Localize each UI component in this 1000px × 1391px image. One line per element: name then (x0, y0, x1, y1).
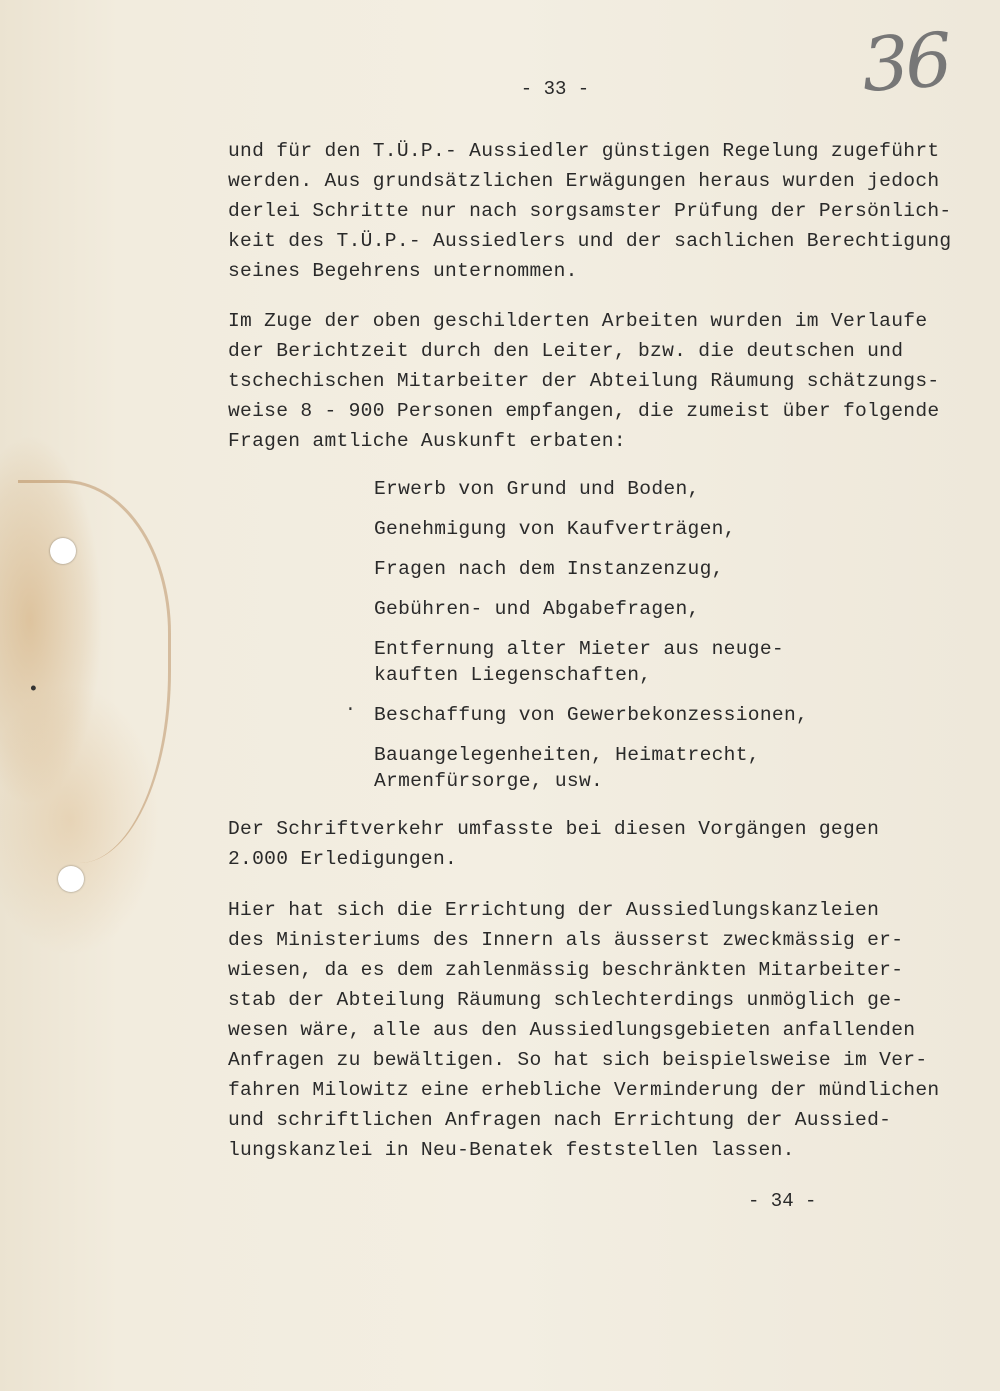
water-stain (18, 480, 171, 863)
ink-dot: · (345, 700, 356, 720)
list-item: Fragen nach dem Instanzenzug, (374, 558, 724, 580)
list-item: Gebühren- und Abgabefragen, (374, 598, 700, 620)
paragraph-4: Hier hat sich die Errichtung der Aussiedlungskanzleien des Ministeriums des Innern als äusserst zweckmässig er- wiesen, da es dem zahlenmässig beschränkten Mitarbeiter- stab der Abteilung Räumung schlechterdings unmöglich ge- wesen wäre, alle aus den Aussiedlungsgebieten anfallenden Anfragen zu bewältigen. So hat sich beispielsweise im Ver- fahren Milowitz eine erhebliche Verminderung der mündlichen und schriftlichen Anfragen nach Errichtung der Aussied- lungskanzlei in Neu-Benatek feststellen lassen. (228, 899, 940, 1161)
list-item: Erwerb von Grund und Boden, (374, 478, 700, 500)
list-item: Bauangelegenheiten, Heimatrecht, Armenfürsorge, usw. (374, 744, 760, 792)
handwritten-folio-number: 36 (859, 17, 952, 109)
page-number-bottom: - 34 - (748, 1190, 817, 1212)
punch-hole (50, 538, 76, 564)
page-number-top: - 33 - (520, 78, 590, 100)
ink-dot: • (28, 680, 39, 700)
list-item: Entfernung alter Mieter aus neuge- kauften Liegenschaften, (374, 638, 784, 686)
list-item: Beschaffung von Gewerbekonzessionen, (374, 704, 809, 726)
paragraph-1: und für den T.Ü.P.- Aussiedler günstigen Regelung zugeführt werden. Aus grundsätzlichen Erwägungen heraus wurden jedoch derlei Schritte nur nach sorgsamster Prüfung der Persönlich- keit des T.Ü.P.- Aussiedlers und der sachlichen Berechtigung seines Begehrens unternommen. (228, 140, 952, 282)
punch-hole (58, 866, 84, 892)
paragraph-3: Der Schriftverkehr umfasste bei diesen Vorgängen gegen 2.000 Erledigungen. (228, 818, 880, 870)
list-item: Genehmigung von Kaufverträgen, (374, 518, 736, 540)
paragraph-2: Im Zuge der oben geschilderten Arbeiten wurden im Verlaufe der Berichtzeit durch den Leiter, bzw. die deutschen und tschechischen Mitarbeiter der Abteilung Räumung schätzungs- weise 8 - 900 Personen empfangen, die zumeist über folgende Fragen amtliche Auskunft erbaten: (228, 310, 940, 452)
inquiry-topics-list (374, 476, 808, 808)
